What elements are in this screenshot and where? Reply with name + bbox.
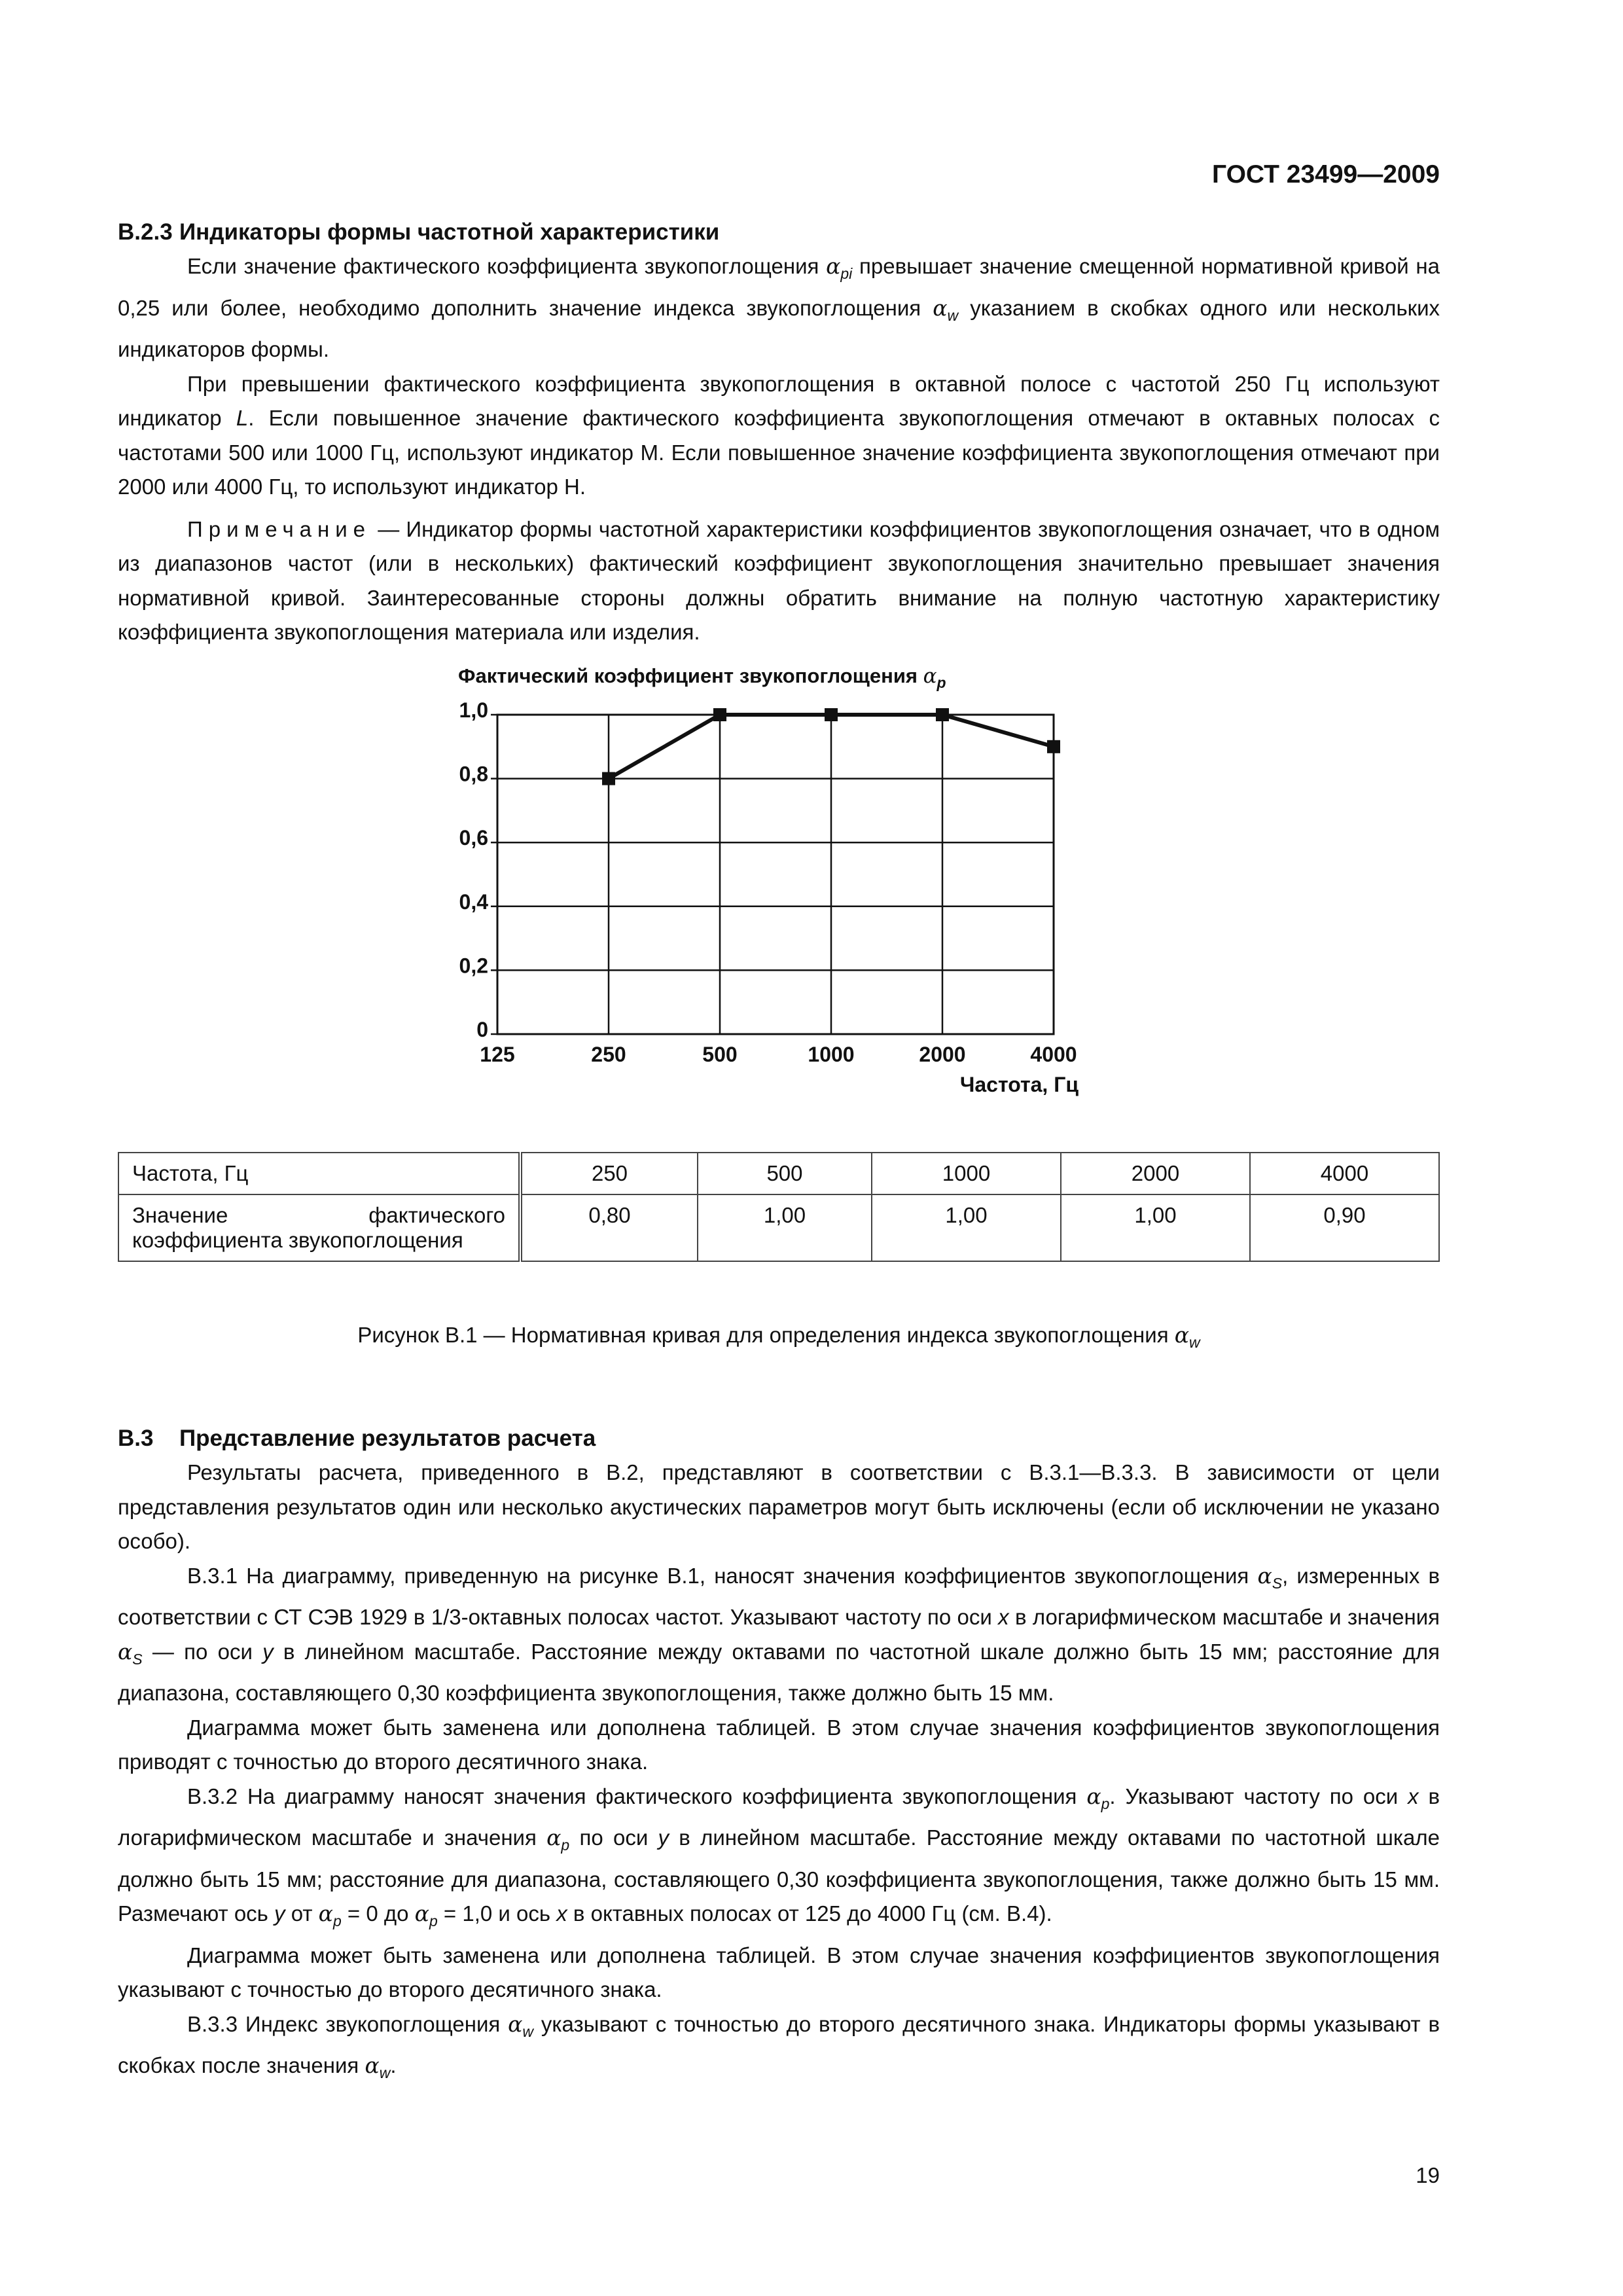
text-fragment: от bbox=[291, 1901, 313, 1926]
alpha-symbol: α bbox=[365, 2053, 380, 2078]
text-fragment: по оси bbox=[579, 1825, 649, 1850]
table-row-label: Частота, Гц bbox=[118, 1153, 520, 1194]
subscript: w bbox=[947, 306, 959, 324]
section-b23-title: Индикаторы формы частотной характеристики bbox=[179, 219, 720, 245]
chart-y-tick-label: 0,2 bbox=[459, 954, 488, 978]
table-cell: 1000 bbox=[872, 1153, 1061, 1194]
paragraph-b3-intro: Результаты расчета, приведенного в В.2, представляют в соответствии с В.3.1—В.3.3. В зависимости от цели представления результатов один или несколько акустических параметров могут быть исключены (если об исключении не указано особо). bbox=[118, 1460, 1440, 1553]
chart-x-tick-label: 2000 bbox=[919, 1043, 966, 1066]
alpha-symbol: α bbox=[118, 1638, 133, 1664]
figure-caption-text: Рисунок В.1 — Нормативная кривая для определения индекса звукопоглощения bbox=[357, 1323, 1169, 1347]
document-header-standard: ГОСТ 23499—2009 bbox=[1212, 160, 1440, 188]
indicator-l: L bbox=[236, 406, 249, 430]
text-fragment: . bbox=[390, 2053, 397, 2077]
subscript: p bbox=[561, 1837, 570, 1854]
axis-symbol: x bbox=[1408, 1784, 1419, 1808]
section-b23-number: В.2.3 bbox=[118, 219, 173, 245]
paragraph-diagram-2: Диаграмма может быть заменена или дополнена таблицей. В этом случае значения коэффициентов звукопоглощения указывают с точностью до второго десятичного знака. bbox=[118, 1943, 1440, 2001]
subscript: w bbox=[379, 2064, 391, 2081]
chart-y-tick-label: 0,4 bbox=[459, 889, 488, 914]
text-fragment: в логарифмическом масштабе и значения bbox=[118, 1784, 1440, 1850]
note-paragraph bbox=[118, 512, 1440, 650]
section-b3-number: В.3 bbox=[118, 1426, 154, 1451]
axis-symbol: x bbox=[556, 1901, 567, 1926]
axis-symbol: x bbox=[998, 1605, 1009, 1629]
section-b3 bbox=[118, 1426, 1440, 2090]
table-row-frequency bbox=[118, 1153, 1439, 1194]
subscript: pi bbox=[840, 265, 853, 282]
alpha-symbol: α bbox=[508, 2011, 523, 2037]
axis-symbol: y bbox=[658, 1825, 669, 1850]
chart-y-tick-label: 1,0 bbox=[459, 698, 488, 722]
values-table bbox=[118, 1152, 1440, 1262]
text-fragment: превышает значение смещенной нормативной кривой на 0,25 или более, необходимо дополнить значение индекса звукопоглощения bbox=[118, 254, 1440, 320]
table-cell: 1,00 bbox=[1061, 1194, 1250, 1261]
text-fragment: указывают с точностью до второго десятичного знака. Индикаторы формы указывают в скобках после значения bbox=[118, 2011, 1440, 2077]
chart-data-point bbox=[713, 708, 726, 721]
text-fragment: Если значение фактического коэффициента звукопоглощения bbox=[187, 254, 819, 278]
chart-x-tick-label: 500 bbox=[702, 1043, 738, 1066]
subscript: p bbox=[332, 1912, 342, 1929]
chart-y-tick-label: 0 bbox=[476, 1018, 488, 1041]
text-fragment: , измеренных в соответствии с СТ СЭВ 1929 в 1/3-октавных полосах частот. Указывают частоту по оси bbox=[118, 1563, 1440, 1629]
chart-data-point bbox=[936, 708, 949, 721]
text-fragment: указанием в скобках одного или нескольких индикаторов формы. bbox=[118, 295, 1440, 361]
table-cell: 0,90 bbox=[1250, 1194, 1439, 1261]
table-row-values bbox=[118, 1194, 1439, 1261]
text-fragment: В.3.2 На диаграмму наносят значения фактического коэффициента звукопоглощения bbox=[187, 1784, 1077, 1808]
axis-symbol: y bbox=[274, 1901, 285, 1926]
note-label: Примечание bbox=[187, 516, 372, 541]
subscript: p bbox=[936, 674, 946, 691]
text-fragment: . Указывают частоту по оси bbox=[1109, 1784, 1399, 1808]
alpha-symbol: α bbox=[318, 1901, 333, 1926]
alpha-symbol: α bbox=[923, 664, 937, 688]
text-fragment: В.3.1 На диаграмму, приведенную на рисунке В.1, наносят значения коэффициентов звукопоглощения bbox=[187, 1563, 1249, 1588]
alpha-symbol: α bbox=[414, 1901, 429, 1926]
chart-data-point bbox=[825, 708, 838, 721]
text-fragment: в октавных полосах от 125 до 4000 Гц (см. В.4). bbox=[573, 1901, 1052, 1926]
paragraph-b31 bbox=[118, 1559, 1440, 1711]
chart-x-axis-title: Частота, Гц bbox=[959, 1073, 1079, 1096]
text-fragment: = 0 до bbox=[347, 1901, 409, 1926]
paragraph-b23-1 bbox=[118, 249, 1440, 367]
alpha-symbol: α bbox=[546, 1825, 562, 1850]
alpha-symbol: α bbox=[1086, 1783, 1101, 1809]
note-text: — Индикатор формы частотной характеристики коэффициентов звукопоглощения означает, что в одном из диапазонов частот (или в нескольких) фактический коэффициент звукопоглощения значительно превышает значения нормативной кривой. Заинтересованные стороны должны обратить внимание на полную частотную характеристику коэффициента звукопоглощения материала или изделия. bbox=[118, 516, 1440, 644]
text-fragment: . Если повышенное значение фактического коэффициента звукопоглощения отмечают в октавных полосах с частотами 500 или 1000 Гц, используют индикатор М. Если повышенное значение коэффициента звукопоглощения отмечают при 2000 или 4000 Гц, то используют индикатор Н. bbox=[118, 406, 1440, 499]
subscript: w bbox=[522, 2022, 534, 2040]
subscript: p bbox=[429, 1912, 438, 1929]
chart-x-tick-label: 4000 bbox=[1030, 1043, 1077, 1066]
subscript: p bbox=[1101, 1795, 1110, 1812]
alpha-symbol: α bbox=[826, 253, 841, 279]
section-b23 bbox=[118, 219, 1440, 650]
alpha-symbol: α bbox=[1174, 1322, 1190, 1348]
text-fragment: В.3.3 Индекс звукопоглощения bbox=[187, 2011, 501, 2036]
text-fragment: — по оси bbox=[152, 1639, 253, 1664]
text-fragment: При превышении фактического коэффициента звукопоглощения в октавной полосе с частотой 250 Гц используют индикатор bbox=[118, 371, 1440, 430]
table-cell: 2000 bbox=[1061, 1153, 1250, 1194]
section-b3-heading bbox=[118, 1426, 1440, 1452]
table-cell: 0,80 bbox=[520, 1194, 698, 1261]
paragraph-diagram-1: Диаграмма может быть заменена или дополнена таблицей. В этом случае значения коэффициентов звукопоглощения приводят с точностью до второго десятичного знака. bbox=[118, 1715, 1440, 1774]
section-b3-title: Представление результатов расчета bbox=[179, 1426, 596, 1451]
subscript: w bbox=[1189, 1334, 1200, 1351]
figure-caption bbox=[118, 1322, 1440, 1352]
alpha-symbol: α bbox=[1257, 1562, 1272, 1588]
table-cell: 500 bbox=[698, 1153, 872, 1194]
chart-title-text: Фактический коэффициент звукопоглощения bbox=[458, 664, 918, 687]
text-fragment: в линейном масштабе. Расстояние между октавами по частотной шкале должно быть 15 мм; расстояние для диапазона, составляющего 0,30 коэффициента звукопоглощения, также должно быть 15 мм. bbox=[118, 1639, 1440, 1705]
chart-data-point bbox=[602, 772, 615, 785]
subscript: S bbox=[132, 1650, 143, 1668]
text-fragment: = 1,0 и ось bbox=[443, 1901, 551, 1926]
alpha-symbol: α bbox=[933, 295, 948, 321]
page-number: 19 bbox=[1416, 2163, 1440, 2187]
text-fragment: в логарифмическом масштабе и значения bbox=[1015, 1605, 1440, 1629]
table-cell: 250 bbox=[520, 1153, 698, 1194]
section-b23-heading bbox=[118, 219, 1440, 245]
chart-y-tick-label: 0,6 bbox=[459, 826, 488, 850]
chart-x-tick-label: 1000 bbox=[808, 1043, 855, 1066]
table-cell: 1,00 bbox=[698, 1194, 872, 1261]
chart-data-point bbox=[1047, 740, 1060, 753]
paragraph-b33 bbox=[118, 2007, 1440, 2090]
absorption-chart bbox=[432, 687, 1139, 1100]
paragraph-b32 bbox=[118, 1780, 1440, 1939]
table-row-label: Значение фактического коэффициента звукопоглощения bbox=[118, 1194, 520, 1261]
chart-x-tick-label: 125 bbox=[480, 1043, 515, 1066]
chart-x-tick-label: 250 bbox=[591, 1043, 626, 1066]
subscript: S bbox=[1272, 1574, 1283, 1592]
chart-y-tick-label: 0,8 bbox=[459, 762, 488, 786]
paragraph-b23-2 bbox=[118, 367, 1440, 505]
table-cell: 4000 bbox=[1250, 1153, 1439, 1194]
text-fragment: в линейном масштабе. Расстояние между октавами по частотной шкале должно быть 15 мм; расстояние для диапазона, составляющего 0,30 коэффициента звукопоглощения, также должно быть 15 мм. Размечают ось bbox=[118, 1825, 1440, 1926]
axis-symbol: y bbox=[262, 1639, 274, 1664]
table-cell: 1,00 bbox=[872, 1194, 1061, 1261]
chart-plot-frame bbox=[497, 715, 1054, 1034]
